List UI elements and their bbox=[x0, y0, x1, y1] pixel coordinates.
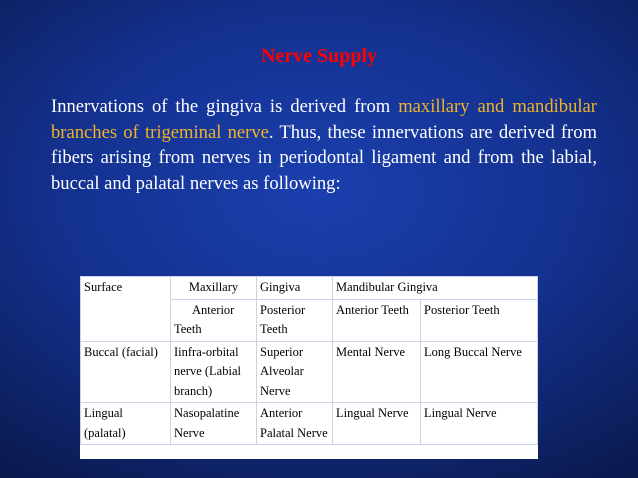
paragraph-text-start: Innervations of the gingiva is derived from bbox=[51, 96, 399, 117]
cell-surface: Buccal (facial) bbox=[81, 341, 171, 403]
cell-mand-posterior: Long Buccal Nerve bbox=[421, 341, 538, 403]
cell-max-posterior: Superior Alveolar Nerve bbox=[257, 341, 333, 403]
table-row bbox=[81, 403, 538, 445]
subheader-mand-posterior: Posterior Teeth bbox=[421, 299, 538, 341]
subheader-mand-anterior: Anterior Teeth bbox=[333, 299, 421, 341]
header-mandibular-gingiva: Mandibular Gingiva bbox=[333, 277, 538, 300]
intro-paragraph bbox=[51, 94, 597, 196]
cell-mand-posterior: Lingual Nerve bbox=[421, 403, 538, 445]
cell-max-anterior: Nasopalatine Nerve bbox=[171, 403, 257, 445]
nerve-table bbox=[80, 276, 538, 445]
header-maxillary: Maxillary bbox=[171, 277, 257, 300]
cell-surface: Lingual (palatal) bbox=[81, 403, 171, 445]
cell-mand-anterior: Lingual Nerve bbox=[333, 403, 421, 445]
cell-max-anterior: Iinfra-orbital nerve (Labial branch) bbox=[171, 341, 257, 403]
paragraph-highlight: maxillary and mandibular branches of trigeminal nerve bbox=[51, 96, 597, 143]
subheader-max-posterior: Posterior Teeth bbox=[257, 299, 333, 341]
header-gingiva: Gingiva bbox=[257, 277, 333, 300]
subheader-max-anterior: Anterior Teeth bbox=[171, 299, 257, 341]
header-surface: Surface bbox=[81, 277, 171, 342]
slide-title: Nerve Supply bbox=[260, 45, 378, 67]
cell-max-posterior: Anterior Palatal Nerve bbox=[257, 403, 333, 445]
nerve-supply-table bbox=[80, 276, 538, 459]
table-header-row bbox=[81, 277, 538, 300]
table-row bbox=[81, 341, 538, 403]
cell-mand-anterior: Mental Nerve bbox=[333, 341, 421, 403]
paragraph-text-end: . Thus, these innervations are derived from fibers arising from nerves in periodontal ligament and from the labial, buccal and palatal nerves as following: bbox=[51, 121, 597, 194]
